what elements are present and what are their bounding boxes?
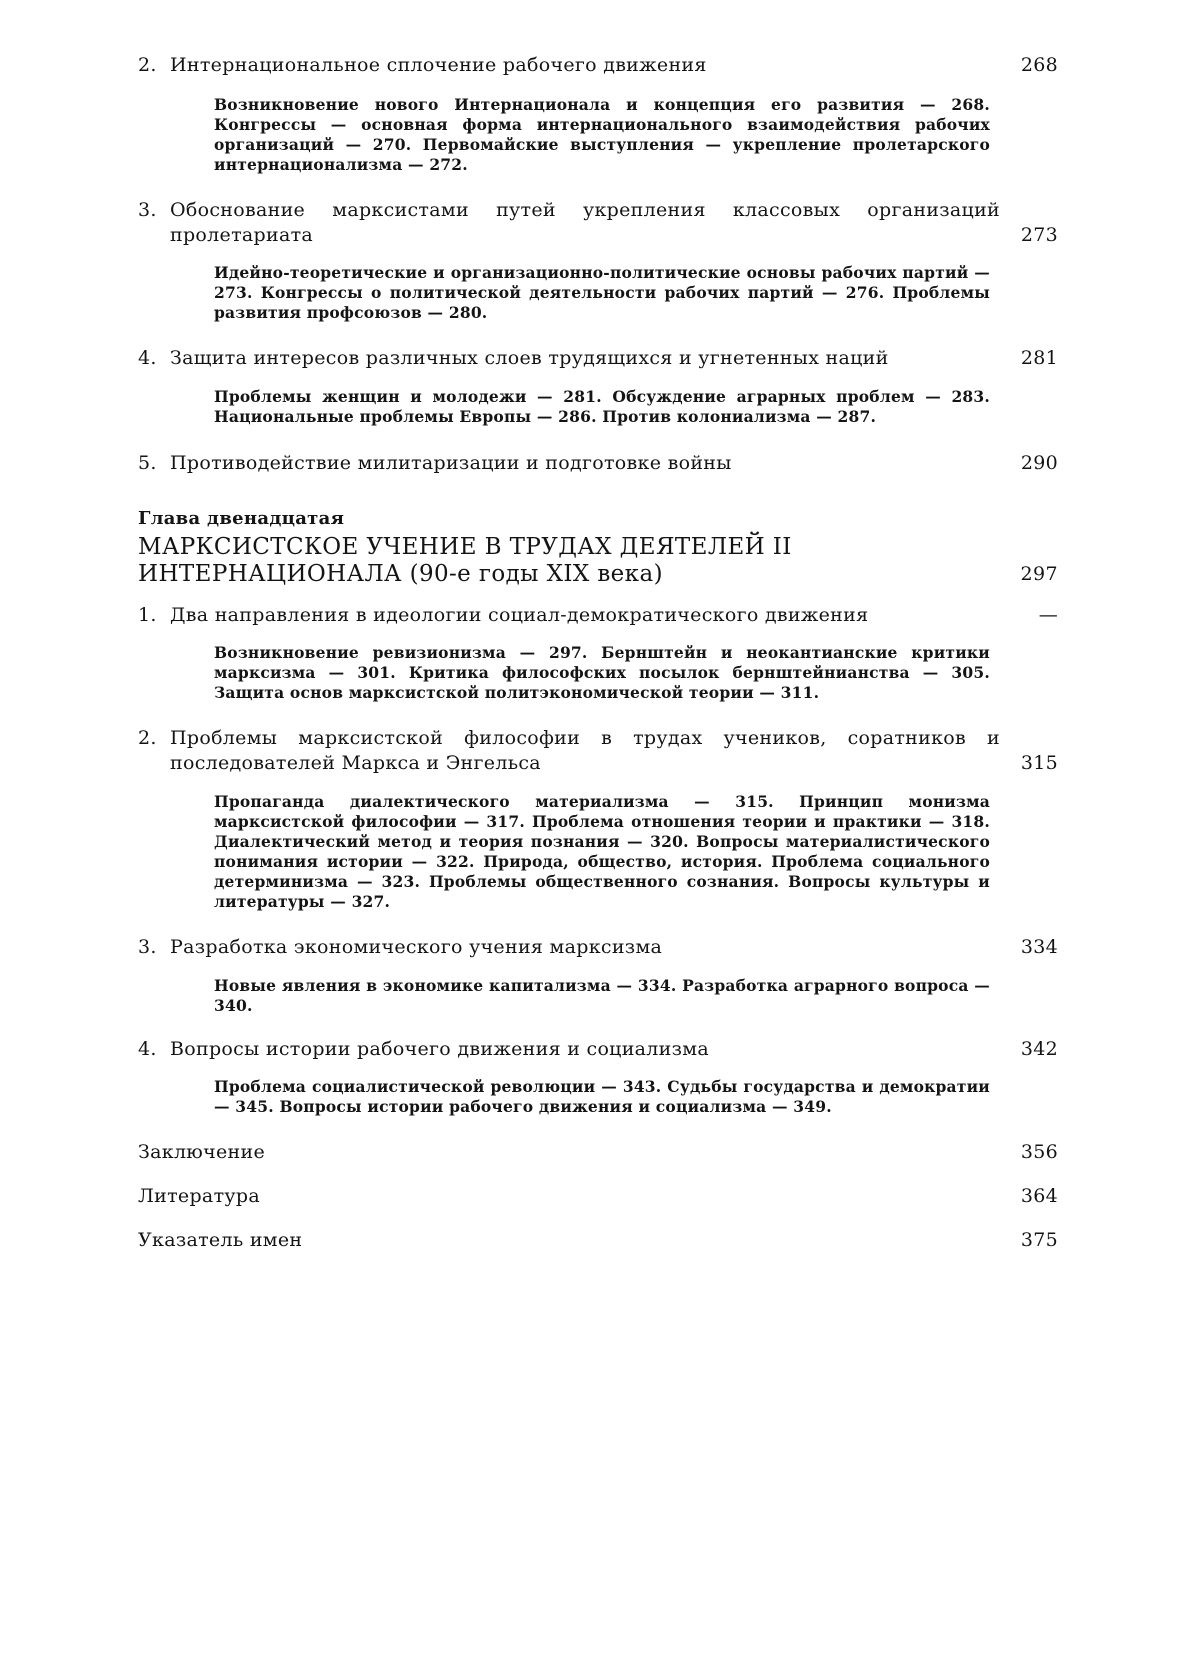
- entry-number: 3.: [138, 936, 157, 958]
- entry-page: 273: [1020, 224, 1058, 246]
- entry-number: 4.: [138, 1038, 157, 1060]
- entry-number: 2.: [138, 54, 157, 76]
- entry-description: Возникновение нового Интернационала и концепция его развития — 268. Конгрессы — основная форма интернационального взаимодействия рабочих организаций — 270. Первомайские выступления — укрепление пролетарского интернационализма — 272.: [214, 95, 990, 174]
- entry-number: 3.: [138, 199, 157, 221]
- entry-number: 4.: [138, 347, 157, 369]
- entry-number: 2.: [138, 727, 157, 749]
- chapter-page: 297: [1020, 563, 1058, 585]
- entry-page: 315: [1020, 752, 1058, 774]
- entry-description: Пропаганда диалектического материализма — 315. Принцип монизма марксистской философии — 317. Проблема отношения теории и практики — 318. Диалектический метод и теория познания — 320. Вопросы материалистического понимания истории — 322. Природа, общество, история. Проблема социального детерминизма — 323. Проблемы общественного сознания. Вопросы культуры и литературы — 327.: [214, 792, 990, 911]
- entry-page: 281: [1020, 347, 1058, 369]
- entry-title: Противодействие милитаризации и подготовке войны: [170, 452, 732, 474]
- toc-entry-index: [138, 1228, 1058, 1253]
- entry-number: 1.: [138, 604, 157, 626]
- entry-title: Литература: [138, 1185, 260, 1207]
- entry-title: Обоснование марксистами путей укрепления классовых организаций пролетариата: [170, 199, 1000, 246]
- entry-title: Разработка экономического учения марксизма: [170, 936, 663, 958]
- toc-entry-literature: [138, 1184, 1058, 1209]
- toc-entry: [138, 198, 1058, 248]
- entry-title: Два направления в идеологии социал-демократического движения: [170, 604, 869, 626]
- chapter-title-row: [138, 534, 1058, 588]
- entry-description: Проблема социалистической революции — 343. Судьбы государства и демократии — 345. Вопросы истории рабочего движения и социализма — 349.: [214, 1077, 990, 1116]
- entry-title: Защита интересов различных слоев трудящихся и угнетенных наций: [170, 347, 889, 369]
- entry-page: 375: [1020, 1229, 1058, 1251]
- entry-page: 342: [1020, 1038, 1058, 1060]
- toc-entry: [138, 451, 1058, 476]
- entry-page: 364: [1020, 1185, 1058, 1207]
- entry-title: Вопросы истории рабочего движения и социализма: [170, 1038, 709, 1060]
- toc-entry: [138, 603, 1058, 628]
- entry-page: —: [1038, 604, 1058, 626]
- entry-page: 356: [1020, 1141, 1058, 1163]
- chapter-title: МАРКСИСТСКОЕ УЧЕНИЕ В ТРУДАХ ДЕЯТЕЛЕЙ II ИНТЕРНАЦИОНАЛА (90-е годы XIX века): [138, 534, 792, 587]
- entry-description: Идейно-теоретические и организационно-политические основы рабочих партий — 273. Конгрессы о политической деятельности рабочих партий — 276. Проблемы развития профсоюзов — 280.: [214, 263, 990, 322]
- entry-title: Заключение: [138, 1141, 266, 1163]
- toc-entry: [138, 1037, 1058, 1062]
- entry-title: Проблемы марксистской философии в трудах учеников, соратников и последователей Маркса и Энгельса: [170, 727, 1000, 774]
- toc-entry-conclusion: [138, 1140, 1058, 1165]
- toc-entry: [138, 53, 1058, 78]
- toc-entry: [138, 726, 1058, 776]
- entry-description: Возникновение ревизионизма — 297. Бернштейн и неокантианские критики марксизма — 301. Критика философских посылок бернштейнианства — 305. Защита основ марксистской политэкономической теории — 311.: [214, 643, 990, 702]
- entry-description: Проблемы женщин и молодежи — 281. Обсуждение аграрных проблем — 283. Национальные проблемы Европы — 286. Против колониализма — 287.: [214, 387, 990, 426]
- toc-entry: [138, 346, 1058, 371]
- chapter-label: Глава двенадцатая: [138, 508, 345, 529]
- entry-page: 268: [1020, 54, 1058, 76]
- entry-page: 290: [1020, 452, 1058, 474]
- toc-entry: [138, 935, 1058, 960]
- entry-description: Новые явления в экономике капитализма — 334. Разработка аграрного вопроса — 340.: [214, 976, 990, 1015]
- entry-title: Интернациональное сплочение рабочего движения: [170, 54, 707, 76]
- entry-title: Указатель имен: [138, 1229, 303, 1251]
- entry-number: 5.: [138, 452, 157, 474]
- entry-page: 334: [1020, 936, 1058, 958]
